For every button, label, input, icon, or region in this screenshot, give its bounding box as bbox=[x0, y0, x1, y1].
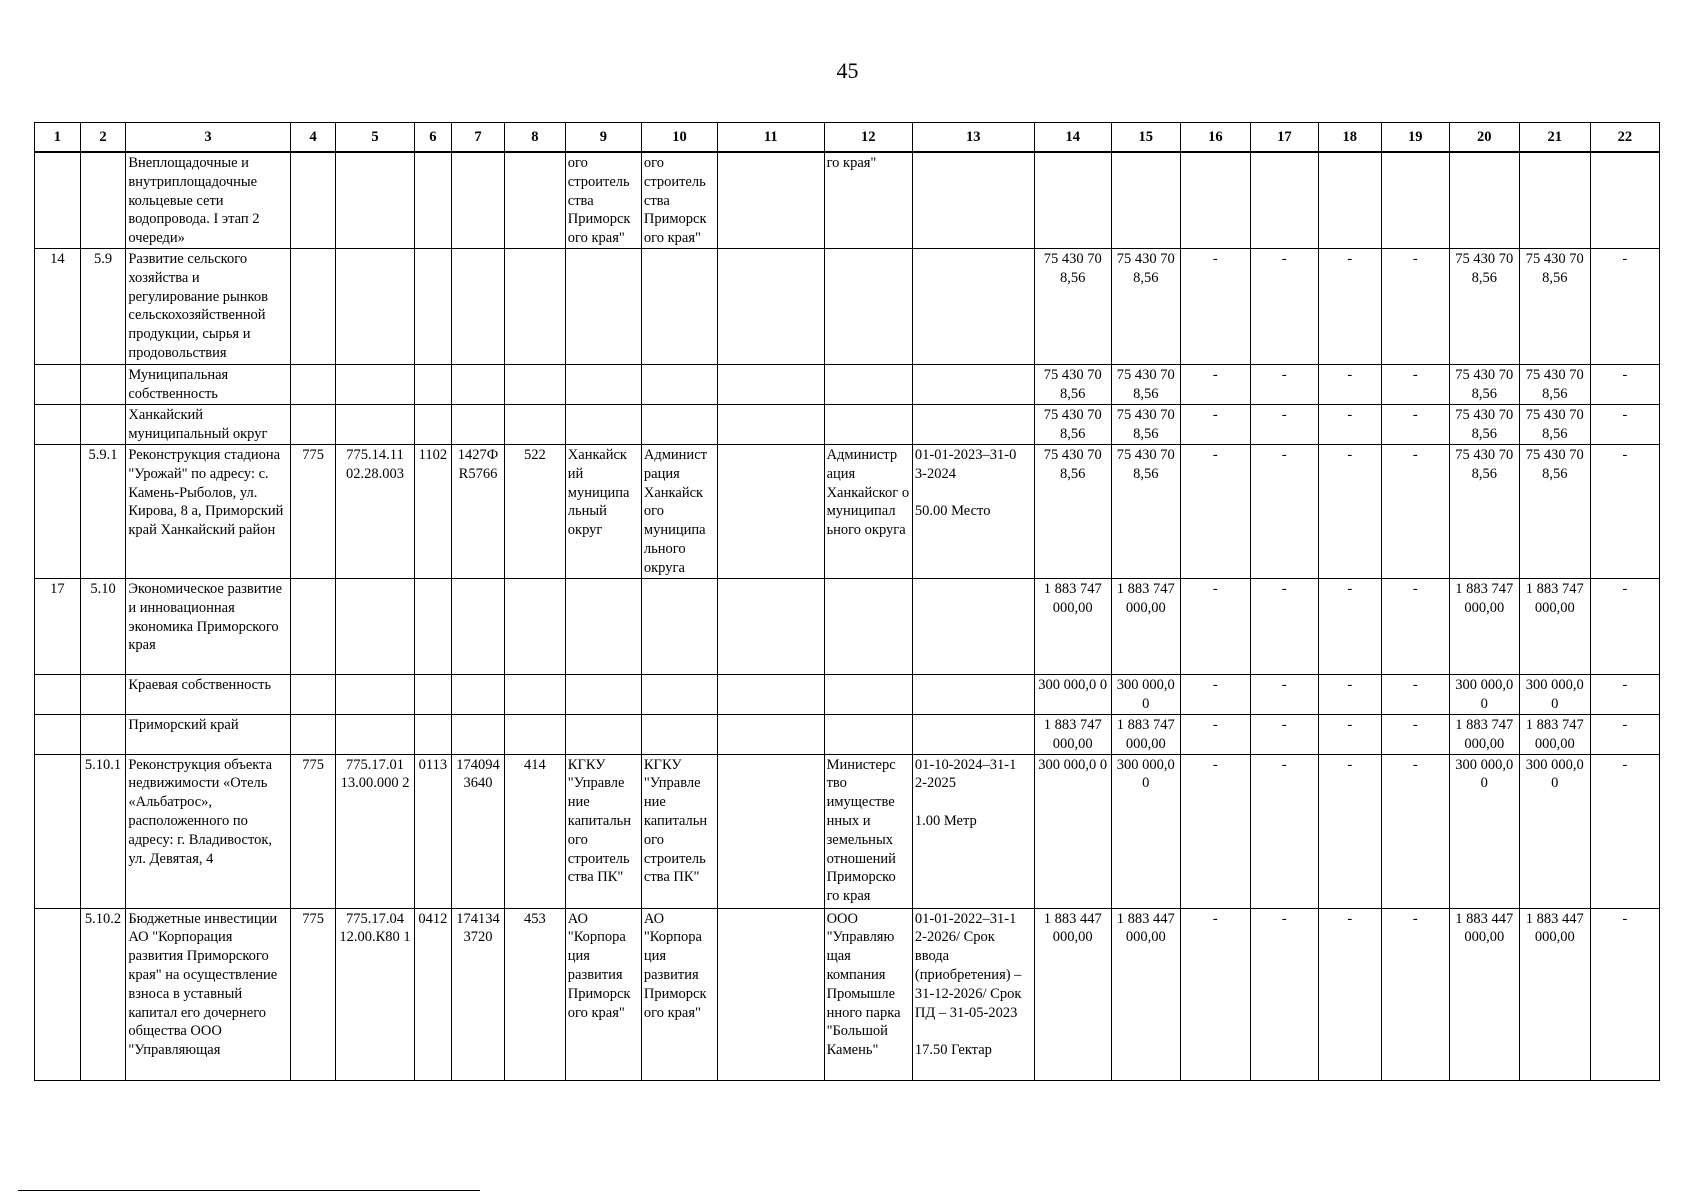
table-cell: - bbox=[1180, 908, 1250, 1080]
table-cell bbox=[1318, 152, 1381, 248]
table-cell bbox=[80, 364, 126, 404]
table-cell bbox=[565, 578, 641, 674]
table-cell: 300 000,0 0 bbox=[1519, 674, 1590, 714]
table-cell: 14 bbox=[35, 248, 81, 364]
table-cell: 174134 3720 bbox=[452, 908, 505, 1080]
table-cell bbox=[824, 364, 912, 404]
table-cell: - bbox=[1590, 714, 1659, 754]
table-cell: - bbox=[1318, 578, 1381, 674]
table-cell: 775.14.11 02.28.003 bbox=[336, 444, 414, 578]
column-header-4: 4 bbox=[290, 123, 336, 153]
table-cell bbox=[1180, 152, 1250, 248]
table-cell bbox=[504, 248, 565, 364]
table-cell: КГКУ "Управле ние капитальн ого строитель ства ПК" bbox=[641, 754, 717, 908]
table-cell bbox=[414, 152, 452, 248]
table-cell: 1 883 747 000,00 bbox=[1519, 578, 1590, 674]
column-header-6: 6 bbox=[414, 123, 452, 153]
table-cell bbox=[641, 364, 717, 404]
table-cell: - bbox=[1590, 404, 1659, 444]
table-cell: го края" bbox=[824, 152, 912, 248]
table-body bbox=[35, 152, 1660, 1080]
table-cell: - bbox=[1180, 754, 1250, 908]
table-cell: 300 000,0 0 bbox=[1034, 674, 1111, 714]
table-cell bbox=[1381, 152, 1449, 248]
table-cell: - bbox=[1180, 404, 1250, 444]
table-cell: - bbox=[1250, 364, 1318, 404]
table-cell bbox=[35, 714, 81, 754]
table-cell bbox=[35, 754, 81, 908]
table-cell: 01-01-2022–31-1 2-2026/ Срок ввода (приобретения) – 31-12-2026/ Срок ПД – 31-05-2023 17.50 Гектар bbox=[912, 908, 1034, 1080]
table-cell bbox=[718, 444, 825, 578]
table-cell bbox=[718, 248, 825, 364]
column-header-1: 1 bbox=[35, 123, 81, 153]
table-cell: - bbox=[1250, 444, 1318, 578]
table-cell bbox=[336, 674, 414, 714]
column-header-9: 9 bbox=[565, 123, 641, 153]
table-cell: Муниципальная собственность bbox=[126, 364, 290, 404]
table-cell bbox=[290, 248, 336, 364]
table-cell: 1 883 747 000,00 bbox=[1449, 578, 1519, 674]
table-cell: 174094 3640 bbox=[452, 754, 505, 908]
table-cell: Ханкайск ий муниципа льный округ bbox=[565, 444, 641, 578]
table-cell: - bbox=[1250, 674, 1318, 714]
table-cell bbox=[336, 404, 414, 444]
table-row bbox=[35, 908, 1660, 1080]
table-cell bbox=[290, 674, 336, 714]
table-row bbox=[35, 152, 1660, 248]
table-cell bbox=[912, 714, 1034, 754]
table-cell: Внеплощадочные и внутриплощадочные кольцевые сети водопровода. I этап 2 очереди» bbox=[126, 152, 290, 248]
table-cell: Реконструкция стадиона "Урожай" по адресу: с. Камень-Рыболов, ул. Кирова, 8 а, Приморский край Ханкайский район bbox=[126, 444, 290, 578]
table-cell: 775 bbox=[290, 754, 336, 908]
table-cell: 5.9.1 bbox=[80, 444, 126, 578]
table-cell: 75 430 70 8,56 bbox=[1519, 248, 1590, 364]
table-row bbox=[35, 404, 1660, 444]
table-cell bbox=[414, 578, 452, 674]
table-cell: 1 883 447 000,00 bbox=[1519, 908, 1590, 1080]
column-header-11: 11 bbox=[718, 123, 825, 153]
table-cell bbox=[336, 152, 414, 248]
table-cell: 75 430 70 8,56 bbox=[1034, 248, 1111, 364]
table-cell bbox=[290, 364, 336, 404]
table-cell bbox=[912, 578, 1034, 674]
column-header-5: 5 bbox=[336, 123, 414, 153]
table-cell: КГКУ "Управле ние капитальн ого строитель ства ПК" bbox=[565, 754, 641, 908]
table-cell: - bbox=[1180, 248, 1250, 364]
table-cell: 75 430 70 8,56 bbox=[1449, 248, 1519, 364]
table-cell: ООО "Управляю щая компания Промышле нного парка "Большой Камень" bbox=[824, 908, 912, 1080]
table-cell bbox=[718, 364, 825, 404]
table-cell: 01-01-2023–31-0 3-2024 50.00 Место bbox=[912, 444, 1034, 578]
column-header-21: 21 bbox=[1519, 123, 1590, 153]
table-cell bbox=[35, 364, 81, 404]
table-cell: Админист рация Ханкайск ого муниципа льного округа bbox=[641, 444, 717, 578]
page-number: 45 bbox=[836, 58, 859, 83]
table-cell: Краевая собственность bbox=[126, 674, 290, 714]
header-row bbox=[35, 123, 1660, 153]
table-cell bbox=[565, 364, 641, 404]
table-row bbox=[35, 578, 1660, 674]
table-cell: 0113 bbox=[414, 754, 452, 908]
table-cell: Министерс тво имуществе нных и земельных отношений Приморско го края bbox=[824, 754, 912, 908]
table-cell: АО "Корпора ция развития Приморск ого края" bbox=[641, 908, 717, 1080]
table-cell bbox=[290, 578, 336, 674]
table-cell bbox=[641, 404, 717, 444]
table-row bbox=[35, 674, 1660, 714]
table-cell: - bbox=[1590, 674, 1659, 714]
table-cell bbox=[718, 404, 825, 444]
table-cell: - bbox=[1381, 908, 1449, 1080]
table-cell: 5.9 bbox=[80, 248, 126, 364]
table-cell: 75 430 70 8,56 bbox=[1519, 404, 1590, 444]
table-cell: Бюджетные инвестиции АО "Корпорация развития Приморского края" на осуществление взноса в уставный капитал его дочернего общества ООО "Управляющая bbox=[126, 908, 290, 1080]
table-cell bbox=[452, 364, 505, 404]
table-cell: 75 430 70 8,56 bbox=[1034, 404, 1111, 444]
table-cell bbox=[641, 578, 717, 674]
table-cell bbox=[912, 152, 1034, 248]
table-cell: АО "Корпора ция развития Приморск ого края" bbox=[565, 908, 641, 1080]
table-cell bbox=[35, 404, 81, 444]
table-cell: - bbox=[1250, 248, 1318, 364]
table-cell bbox=[504, 674, 565, 714]
table-row bbox=[35, 444, 1660, 578]
table-cell bbox=[1034, 152, 1111, 248]
table-cell: - bbox=[1318, 714, 1381, 754]
table-cell: 5.10 bbox=[80, 578, 126, 674]
table-cell: 0412 bbox=[414, 908, 452, 1080]
table-cell: 75 430 70 8,56 bbox=[1034, 364, 1111, 404]
table-cell bbox=[565, 248, 641, 364]
column-header-7: 7 bbox=[452, 123, 505, 153]
table-cell bbox=[504, 404, 565, 444]
table-cell bbox=[80, 152, 126, 248]
table-cell bbox=[504, 714, 565, 754]
table-cell bbox=[1111, 152, 1180, 248]
table-cell: 75 430 70 8,56 bbox=[1111, 248, 1180, 364]
table-cell: - bbox=[1590, 444, 1659, 578]
table-cell: 75 430 70 8,56 bbox=[1034, 444, 1111, 578]
table-cell: - bbox=[1250, 754, 1318, 908]
budget-table bbox=[34, 122, 1660, 1081]
table-cell bbox=[35, 152, 81, 248]
column-header-15: 15 bbox=[1111, 123, 1180, 153]
column-header-19: 19 bbox=[1381, 123, 1449, 153]
table-cell: 1 883 747 000,00 bbox=[1449, 714, 1519, 754]
table-cell: - bbox=[1180, 578, 1250, 674]
table-cell: 300 000,0 0 bbox=[1034, 754, 1111, 908]
table-row bbox=[35, 364, 1660, 404]
table-cell: - bbox=[1381, 578, 1449, 674]
table-cell bbox=[565, 714, 641, 754]
table-cell: 75 430 70 8,56 bbox=[1111, 364, 1180, 404]
column-header-3: 3 bbox=[126, 123, 290, 153]
column-header-20: 20 bbox=[1449, 123, 1519, 153]
table-cell: 300 000,0 0 bbox=[1519, 754, 1590, 908]
table-cell: 75 430 70 8,56 bbox=[1449, 364, 1519, 404]
table-cell: 1 883 747 000,00 bbox=[1034, 578, 1111, 674]
table-cell: - bbox=[1250, 404, 1318, 444]
table-row bbox=[35, 754, 1660, 908]
table-cell: - bbox=[1180, 714, 1250, 754]
table-cell bbox=[718, 578, 825, 674]
table-cell: 775 bbox=[290, 444, 336, 578]
table-cell: ого строитель ства Приморск ого края" bbox=[565, 152, 641, 248]
table-cell bbox=[824, 714, 912, 754]
column-header-10: 10 bbox=[641, 123, 717, 153]
table-cell bbox=[824, 578, 912, 674]
table-cell bbox=[718, 714, 825, 754]
table-cell bbox=[504, 364, 565, 404]
column-header-22: 22 bbox=[1590, 123, 1659, 153]
table-cell bbox=[641, 248, 717, 364]
table-cell: - bbox=[1381, 364, 1449, 404]
table-cell: - bbox=[1318, 248, 1381, 364]
table-cell: 300 000,0 0 bbox=[1449, 754, 1519, 908]
table-cell: - bbox=[1590, 908, 1659, 1080]
column-header-13: 13 bbox=[912, 123, 1034, 153]
table-cell: 414 bbox=[504, 754, 565, 908]
column-header-14: 14 bbox=[1034, 123, 1111, 153]
table-cell: 1102 bbox=[414, 444, 452, 578]
table-cell bbox=[641, 674, 717, 714]
table-cell: 75 430 70 8,56 bbox=[1519, 444, 1590, 578]
table-cell bbox=[336, 578, 414, 674]
table-cell: 300 000,0 0 bbox=[1449, 674, 1519, 714]
column-header-17: 17 bbox=[1250, 123, 1318, 153]
table-cell bbox=[35, 444, 81, 578]
table-cell: Ханкайский муниципальный округ bbox=[126, 404, 290, 444]
table-cell bbox=[414, 364, 452, 404]
table-cell: - bbox=[1318, 908, 1381, 1080]
table-cell: - bbox=[1381, 714, 1449, 754]
table-cell: Экономическое развитие и инновационная экономика Приморского края bbox=[126, 578, 290, 674]
column-header-8: 8 bbox=[504, 123, 565, 153]
table-cell: - bbox=[1590, 364, 1659, 404]
table-cell bbox=[504, 578, 565, 674]
column-header-12: 12 bbox=[824, 123, 912, 153]
table-cell bbox=[336, 364, 414, 404]
table-cell bbox=[414, 714, 452, 754]
table-cell bbox=[912, 404, 1034, 444]
table-cell: - bbox=[1318, 404, 1381, 444]
table-cell: - bbox=[1180, 674, 1250, 714]
table-cell: - bbox=[1381, 404, 1449, 444]
table-cell bbox=[718, 152, 825, 248]
table-cell bbox=[824, 248, 912, 364]
table-cell: - bbox=[1318, 444, 1381, 578]
table-cell bbox=[80, 674, 126, 714]
table-cell: 75 430 70 8,56 bbox=[1449, 444, 1519, 578]
table-cell: 75 430 70 8,56 bbox=[1449, 404, 1519, 444]
table-cell: - bbox=[1250, 714, 1318, 754]
table-cell bbox=[290, 714, 336, 754]
table-cell bbox=[718, 674, 825, 714]
table-cell: - bbox=[1381, 248, 1449, 364]
table-cell bbox=[824, 404, 912, 444]
table-cell: - bbox=[1381, 754, 1449, 908]
table-cell: 775.17.01 13.00.000 2 bbox=[336, 754, 414, 908]
table-cell: 775 bbox=[290, 908, 336, 1080]
table-cell bbox=[336, 714, 414, 754]
table-cell: 75 430 70 8,56 bbox=[1111, 444, 1180, 578]
table-cell: ого строитель ства Приморск ого края" bbox=[641, 152, 717, 248]
table-cell bbox=[718, 754, 825, 908]
table-cell: 1 883 447 000,00 bbox=[1111, 908, 1180, 1080]
table-cell bbox=[290, 152, 336, 248]
table-cell bbox=[452, 714, 505, 754]
table-cell: - bbox=[1180, 364, 1250, 404]
table-cell: 453 bbox=[504, 908, 565, 1080]
table-cell bbox=[912, 248, 1034, 364]
table-cell: - bbox=[1318, 674, 1381, 714]
table-cell bbox=[504, 152, 565, 248]
table-cell bbox=[414, 248, 452, 364]
table-row bbox=[35, 714, 1660, 754]
table-cell: - bbox=[1318, 364, 1381, 404]
table-cell bbox=[452, 578, 505, 674]
table-cell: 1 883 747 000,00 bbox=[1519, 714, 1590, 754]
table-cell bbox=[641, 714, 717, 754]
table-cell: - bbox=[1180, 444, 1250, 578]
table-cell bbox=[35, 674, 81, 714]
table-cell: 75 430 70 8,56 bbox=[1519, 364, 1590, 404]
table-cell: 75 430 70 8,56 bbox=[1111, 404, 1180, 444]
table-cell bbox=[80, 404, 126, 444]
table-row bbox=[35, 248, 1660, 364]
table-cell: - bbox=[1590, 248, 1659, 364]
table-cell: - bbox=[1250, 908, 1318, 1080]
table-cell: 300 000,0 0 bbox=[1111, 754, 1180, 908]
table-cell: Развитие сельского хозяйства и регулирование рынков сельскохозяйственной продукции, сырья и продовольствия bbox=[126, 248, 290, 364]
table-cell: 522 bbox=[504, 444, 565, 578]
table-cell bbox=[1250, 152, 1318, 248]
table-cell: 1 883 747 000,00 bbox=[1111, 578, 1180, 674]
table-cell bbox=[452, 248, 505, 364]
table-cell bbox=[565, 674, 641, 714]
table-cell: 1 883 747 000,00 bbox=[1034, 714, 1111, 754]
table-cell bbox=[1519, 152, 1590, 248]
table-cell: Приморский край bbox=[126, 714, 290, 754]
table-cell bbox=[452, 152, 505, 248]
table-cell: - bbox=[1381, 444, 1449, 578]
table-cell: - bbox=[1318, 754, 1381, 908]
table-cell bbox=[336, 248, 414, 364]
table-cell bbox=[290, 404, 336, 444]
table-cell bbox=[824, 674, 912, 714]
table-cell bbox=[1449, 152, 1519, 248]
table-cell bbox=[912, 364, 1034, 404]
table-cell bbox=[452, 404, 505, 444]
table-cell: 1427Ф R5766 bbox=[452, 444, 505, 578]
table-cell: Администр ация Ханкайског о муниципал ьного округа bbox=[824, 444, 912, 578]
table-cell: 1 883 747 000,00 bbox=[1111, 714, 1180, 754]
table-cell: 17 bbox=[35, 578, 81, 674]
table-cell: 01-10-2024–31-1 2-2025 1.00 Метр bbox=[912, 754, 1034, 908]
table-cell: 775.17.04 12.00.К80 1 bbox=[336, 908, 414, 1080]
table-cell bbox=[912, 674, 1034, 714]
footnote-separator bbox=[18, 1190, 480, 1191]
table-cell: 5.10.2 bbox=[80, 908, 126, 1080]
table-cell: - bbox=[1590, 578, 1659, 674]
table-cell: - bbox=[1250, 578, 1318, 674]
table-cell bbox=[718, 908, 825, 1080]
table-cell bbox=[35, 908, 81, 1080]
table-cell: 1 883 447 000,00 bbox=[1034, 908, 1111, 1080]
table-cell: - bbox=[1590, 754, 1659, 908]
table-cell: Реконструкция объекта недвижимости «Отель «Альбатрос», расположенного по адресу: г. Владивосток, ул. Девятая, 4 bbox=[126, 754, 290, 908]
table-cell bbox=[414, 674, 452, 714]
table-cell bbox=[80, 714, 126, 754]
table-cell bbox=[414, 404, 452, 444]
table-cell: 1 883 447 000,00 bbox=[1449, 908, 1519, 1080]
column-header-2: 2 bbox=[80, 123, 126, 153]
table-cell bbox=[1590, 152, 1659, 248]
table-cell: - bbox=[1381, 674, 1449, 714]
table-cell bbox=[565, 404, 641, 444]
table-cell bbox=[452, 674, 505, 714]
column-header-18: 18 bbox=[1318, 123, 1381, 153]
column-header-16: 16 bbox=[1180, 123, 1250, 153]
table-cell: 5.10.1 bbox=[80, 754, 126, 908]
table-cell: 300 000,0 0 bbox=[1111, 674, 1180, 714]
